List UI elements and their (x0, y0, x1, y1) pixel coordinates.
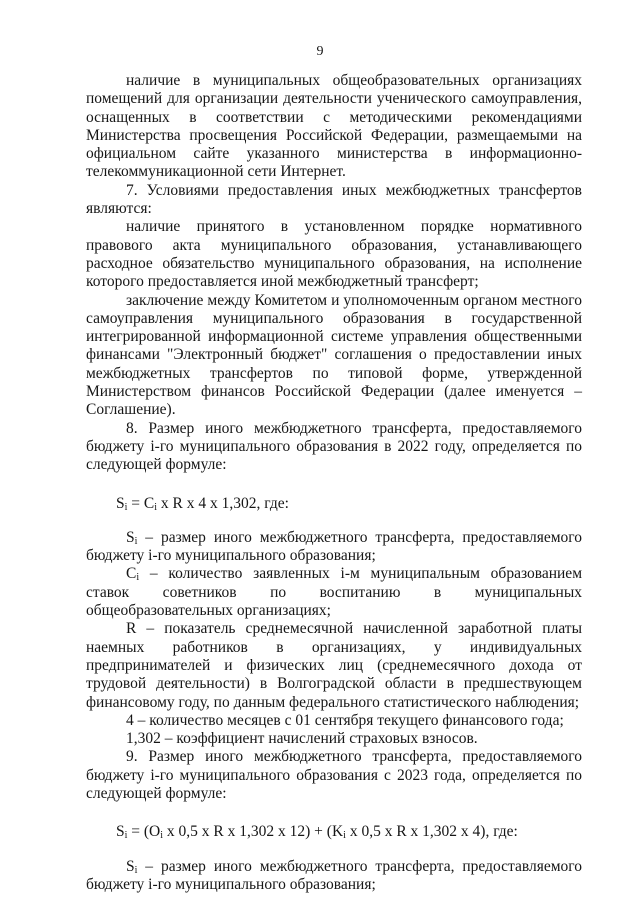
formula-2023: $S_i = (O_i$ x 0,5 x R x 1,302 x $12) + (K_i$ x 0,5 x R x 1,302 x 4), где: (116, 823, 518, 842)
paragraph-7: 7. Условиями предоставления иных межбюджетных трансфертов являются: (86, 181, 582, 218)
definition-r: R – показатель среднемесячной начисленной заработной платы наемных работников в организациях, у индивидуальных предпринимателей и физических лиц (среднемесячного дохода от трудовой деятельности) в Волгоградской области в предшествующем финансовому году, по данным федерального статистического наблюдения; (86, 620, 582, 711)
paragraph: наличие в муниципальных общеобразовательных организациях помещений для организации деятельности ученического самоуправления, оснащенных в соответствии с методическими рекомендациями Министерства просвещения Российской Федерации, размещаемыми на официальном сайте указанного министерства в информационно-телекоммуникационной сети Интернет. (86, 72, 582, 181)
page-number: 9 (316, 44, 324, 59)
paragraph-9: 9. Размер иного межбюджетного трансферта, предоставляемого бюджету i-го муниципального образования с 2023 года, определяется по следующей формуле: (86, 748, 582, 802)
definition-1302: 1,302 – коэффициент начислений страховых взносов. (126, 730, 478, 748)
paragraph-8: 8. Размер иного межбюджетного трансферта, предоставляемого бюджету i-го муниципального образования в 2022 году, определяется по следующей формуле: (86, 419, 582, 474)
document-body (86, 72, 582, 894)
definition-s-2: $S_i$ – размер иного межбюджетного трансферта, предоставляемого бюджету i-го муниципального образования; (86, 857, 582, 893)
definition-s: $S_i$ – размер иного межбюджетного трансферта, предоставляемого бюджету i-го муниципального образования; (86, 528, 582, 565)
formula-2022: $S_i = C_i$ x R x 4 x 1,302, где: (116, 494, 289, 513)
definition-4: 4 – количество месяцев с 01 сентября текущего финансового года; (126, 711, 564, 729)
paragraph: заключение между Комитетом и уполномоченным органом местного самоуправления муниципального образования в государственной интегрированной информационной системе управления общественными финансами "Электронный бюджет" соглашения о предоставлении иных межбюджетных трансфертов по типовой форме, утвержденной Министерством финансов Российской Федерации (далее именуется – Соглашение). (86, 291, 582, 419)
definition-c: $C_i$ – количество заявленных i-м муниципальным образованием ставок советников по воспитанию в муниципальных общеобразовательных организациях; (86, 565, 582, 620)
paragraph: наличие принятого в установленном порядке нормативного правового акта муниципального образования, устанавливающего расходное обязательство муниципального образования, на исполнение которого предоставляется иной межбюджетный трансферт; (86, 218, 582, 291)
